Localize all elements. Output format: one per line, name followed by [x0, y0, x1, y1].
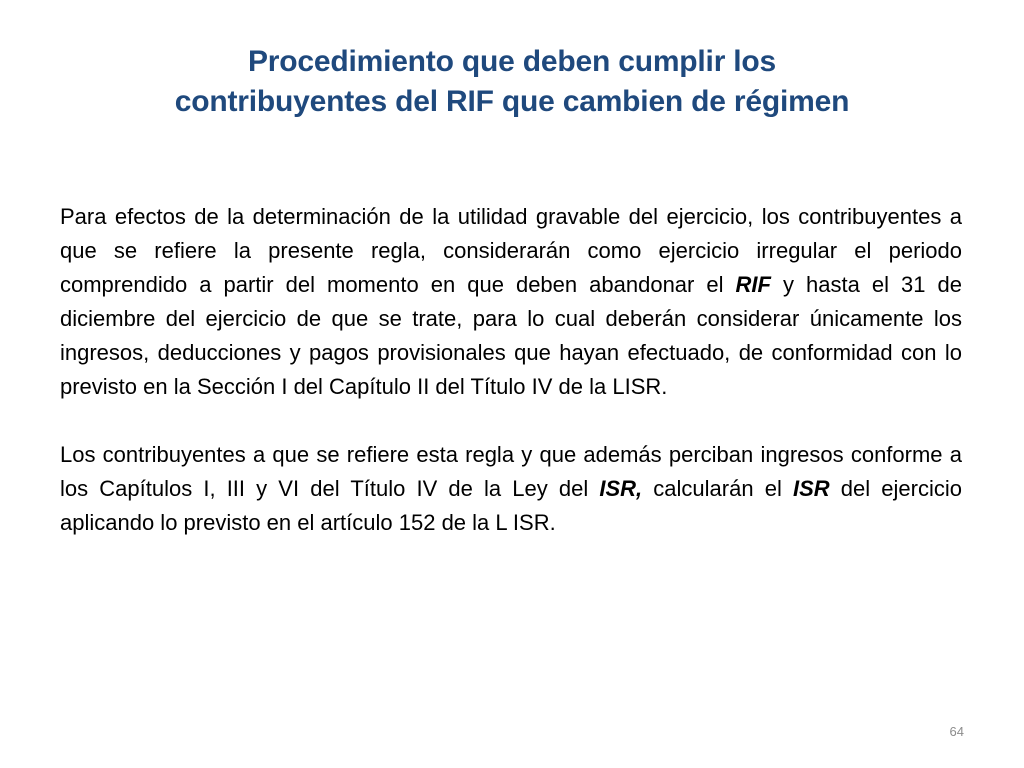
slide-title-line-2: contribuyentes del RIF que cambien de régimen: [174, 85, 850, 118]
paragraph-2-text-b: calcularán el: [642, 476, 793, 501]
paragraph-calculo-isr: [60, 438, 962, 540]
slide-title-line-1: Procedimiento que deben cumplir los: [247, 45, 777, 78]
paragraph-1-text-a: Para efectos de la determinación de la utilidad gravable del ejercicio, los contribuyentes a que se refiere la presente regla, considerarán como ejercicio irregular el periodo comprendido a partir del momento en que deben abandonar el: [60, 204, 962, 297]
emphasis-isr-1: ISR,: [599, 476, 643, 501]
emphasis-isr-2: ISR: [792, 476, 830, 501]
paragraph-2-text-c: del ejercicio aplicando lo previsto en el artículo 152 de la L ISR.: [60, 476, 962, 535]
paragraph-ejercicio-irregular: [60, 200, 962, 404]
page-number: 64: [949, 724, 964, 739]
slide-title: [60, 42, 964, 122]
emphasis-rif: RIF: [735, 272, 771, 297]
paragraph-2-text-a: Los contribuyentes a que se refiere esta regla y que además perciban ingresos conforme a los Capítulos I, III y VI del Título IV de la Ley del: [60, 442, 962, 501]
paragraph-1-text-b: y hasta el 31 de diciembre del ejercicio de que se trate, para lo cual deberán considerar únicamente los ingresos, deducciones y pagos provisionales que hayan efectuado, de conformidad con lo previsto en la Sección I del Capítulo II del Título IV de la LISR.: [60, 272, 963, 399]
slide-body: [60, 200, 962, 540]
